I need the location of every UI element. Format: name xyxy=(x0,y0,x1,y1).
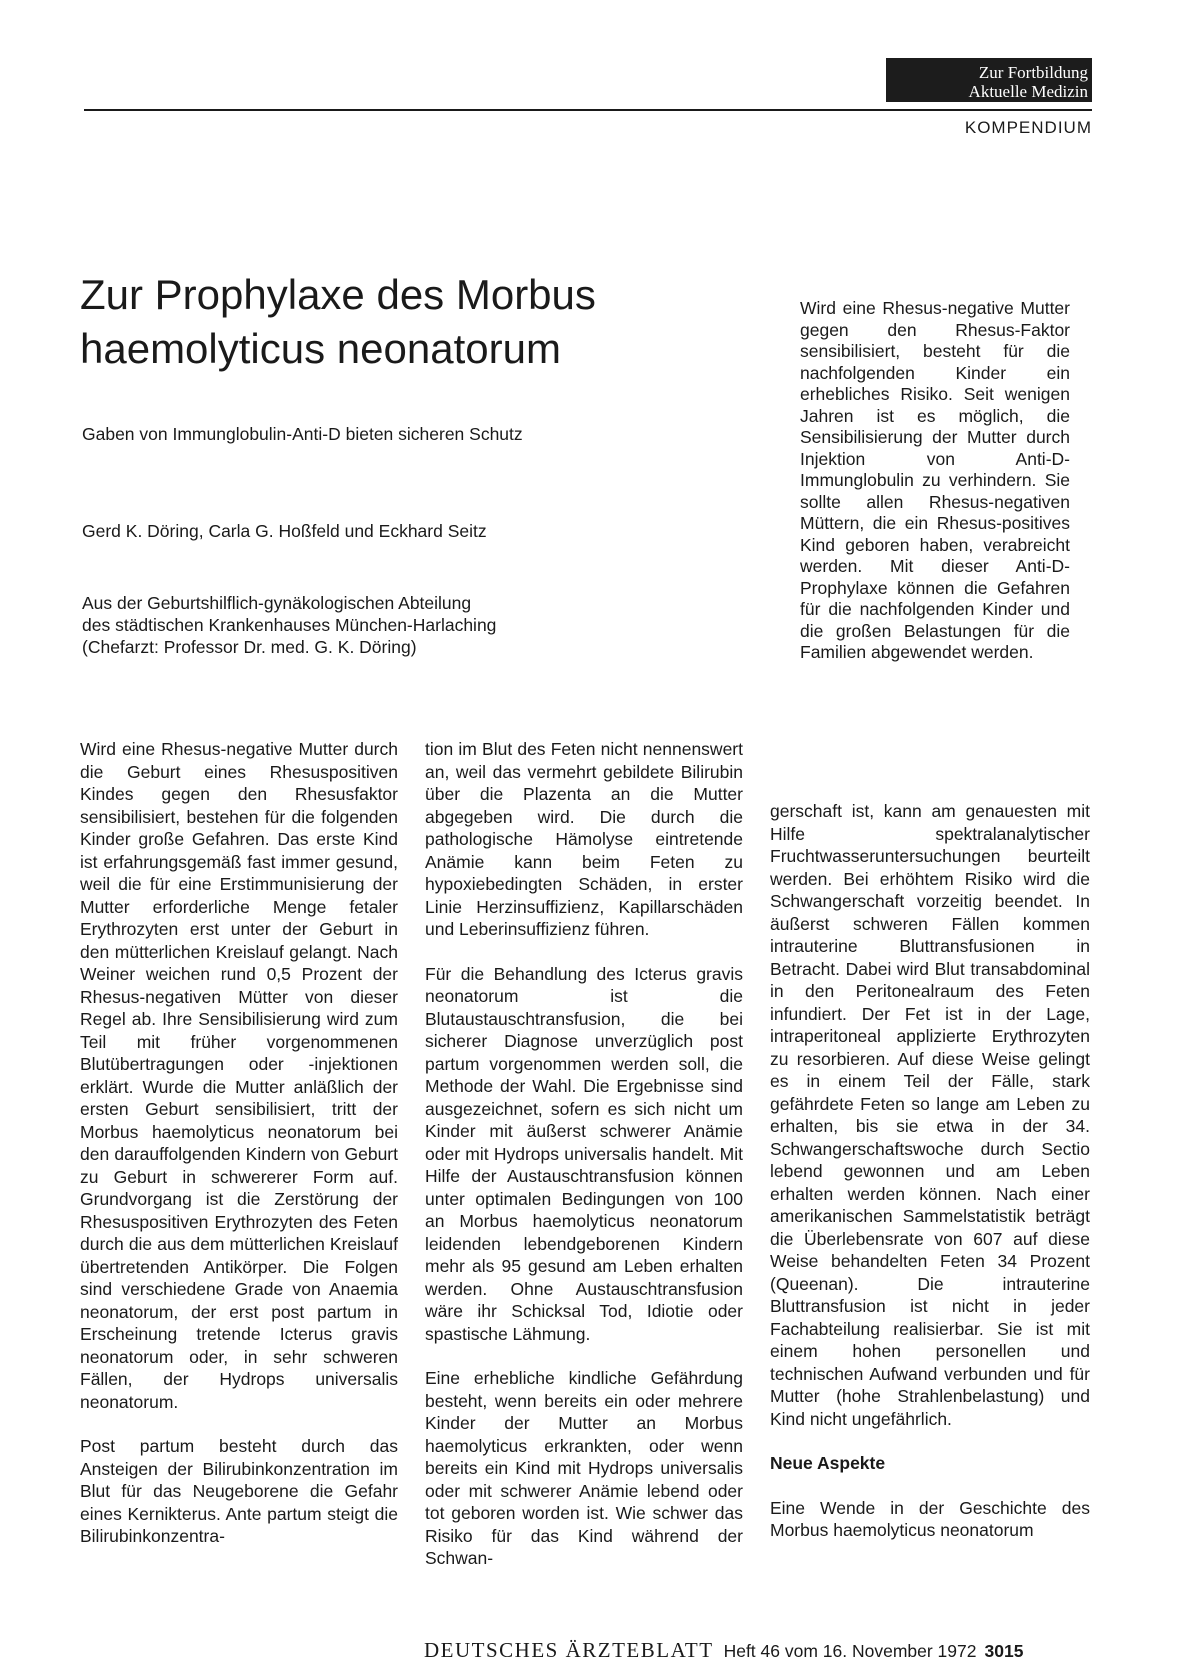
issue-info: Heft 46 vom 16. November 1972 xyxy=(723,1641,977,1661)
title-line-2: haemolyticus neonatorum xyxy=(80,325,561,372)
body-paragraph: Für die Behandlung des Icterus gravis neonatorum ist die Blutaustauschtransfusion, die bei sicherer Diagnose unverzüglich post partum vorgenommen werden soll, die Methode der Wahl. Die Ergebnisse sind ausgezeichnet, sofern es sich nicht um Kinder mit äußerst schwerer Anämie oder mit Hydrops universalis handelt. Mit Hilfe der Austauschtransfusion können unter optimalen Bedingungen von 100 an Morbus haemolyticus neonatorum leidenden lebendgeborenen Kindern mehr als 95 gesund am Leben erhalten werden. Ohne Austauschtransfusion wäre ihr Schicksal Tod, Idiotie oder spastische Lähmung. xyxy=(425,963,743,1344)
body-paragraph: tion im Blut des Feten nicht nennenswert an, weil das vermehrt gebildete Bilirubin über die Plazenta an die Mutter abgegeben wird. Die durch die pathologische Hämolyse eintretende Anämie kann beim Feten zu hypoxiebedingten Schäden, in erster Linie Herzinsuffizienz, Kapillarschäden und Leberinsuffizienz führen. xyxy=(425,739,743,939)
header-rule xyxy=(84,109,1092,111)
affiliation-line-2: des städtischen Krankenhauses München-Harlaching xyxy=(82,615,497,635)
article-summary: Wird eine Rhesus-negative Mutter gegen den Rhesus-Faktor sensibilisiert, besteht für die nachfolgenden Kinder ein erhebliches Risiko. Seit wenigen Jahren ist es möglich, die Sensibilisierung der Mutter durch Injektion von Anti-D-Immunglobulin zu verhindern. Sie sollte allen Rhesus-negativen Müttern, die ein Rhesus-positives Kind geboren haben, verabreicht werden. Mit dieser Anti-D-Prophylaxe können die Gefahren für die nachfolgenden Kinder und die großen Belastungen für die Familien abgewendet werden. xyxy=(800,298,1070,662)
affiliation-line-3: (Chefarzt: Professor Dr. med. G. K. Döring) xyxy=(82,637,417,657)
body-column-2 xyxy=(425,738,743,1592)
journal-name: DEUTSCHES ÄRZTEBLATT xyxy=(424,1638,714,1662)
page-number: 3015 xyxy=(984,1641,1024,1661)
page-footer xyxy=(424,1638,1094,1668)
category-label: KOMPENDIUM xyxy=(964,118,1092,137)
article-authors: Gerd K. Döring, Carla G. Hoßfeld und Eckhard Seitz xyxy=(82,521,487,541)
body-paragraph: Post partum besteht durch das Ansteigen der Bilirubinkonzentration im Blut für das Neugeborene die Gefahr eines Kernikterus. Ante partum steigt die Bilirubinkonzentra- xyxy=(80,1436,398,1546)
body-paragraph: Eine erhebliche kindliche Gefährdung besteht, wenn bereits ein oder mehrere Kinder der Mutter an Morbus haemolyticus erkrankten, oder wenn bereits ein Kind mit Hydrops universalis oder mit schwerer Anämie lebend oder tot geboren worden ist. Wie schwer das Risiko für das Kind während der Schwan- xyxy=(425,1368,743,1568)
article-subtitle: Gaben von Immunglobulin-Anti-D bieten sicheren Schutz xyxy=(82,424,523,444)
body-paragraph: Wird eine Rhesus-negative Mutter durch die Geburt eines Rhesuspositiven Kindes gegen den Rhesusfaktor sensibilisiert, bestehen für die folgenden Kinder große Gefahren. Das erste Kind ist erfahrungsgemäß fast immer gesund, weil die für eine Erstimmunisierung der Mutter erforderliche Menge fetaler Erythrozyten erst unter der Geburt in den mütterlichen Kreislauf gelangt. Nach Weiner weichen rund 0,5 Prozent der Rhesus-negativen Mütter von dieser Regel ab. Ihre Sensibilisierung wird zum Teil mit früher vorgenommenen Blutübertragungen oder -injektionen erklärt. Wurde die Mutter anläßlich der ersten Geburt sensibilisiert, tritt der Morbus haemolyticus neonatorum bei den darauffolgenden Kindern von Geburt zu Geburt in schwererer Form auf. Grundvorgang ist die Zerstörung der Rhesuspositiven Erythrozyten des Feten durch die aus dem mütterlichen Kreislauf übertretenden Antikörper. Die Folgen sind verschiedene Grade von Anaemia neonatorum, der erst post partum in Erscheinung tretende Icterus gravis neonatorum oder, in sehr schweren Fällen, der Hydrops universalis neonatorum. xyxy=(80,739,398,1412)
body-paragraph: gerschaft ist, kann am genauesten mit Hilfe spektralanalytischer Fruchtwasseruntersuchungen beurteilt werden. Bei erhöhtem Risiko wird die Schwangerschaft vorzeitig beendet. In äußerst schweren Fällen kommen intrauterine Bluttransfusionen in Betracht. Dabei wird Blut transabdominal in den Peritonealraum des Feten infundiert. Der Fet ist in der Lage, intraperitoneal applizierte Erythrozyten zu resorbieren. Auf diese Weise gelingt es in einem Teil der Fälle, stark gefährdete Feten so lange am Leben zu erhalten, bis sie etwa in der 34. Schwangerschaftswoche durch Sectio lebend gewonnen und am Leben erhalten werden können. Nach einer amerikanischen Sammelstatistik beträgt die Überlebensrate von 607 auf diese Weise behandelten Feten 34 Prozent (Queenan). Die intrauterine Bluttransfusion ist nicht in jeder Fachabteilung realisierbar. Sie ist mit einem hohen personellen und technischen Aufwand verbunden und für Mutter (hohe Strahlenbelastung) und Kind nicht ungefährlich. xyxy=(770,801,1090,1429)
title-line-1: Zur Prophylaxe des Morbus xyxy=(80,271,596,318)
body-paragraph: Eine Wende in der Geschichte des Morbus haemolyticus neonatorum xyxy=(770,1497,1090,1540)
section-label-box xyxy=(886,58,1092,102)
affiliation-line-1: Aus der Geburtshilflich-gynäkologischen Abteilung xyxy=(82,593,472,613)
section-label-line2: Aktuelle Medizin xyxy=(968,82,1088,101)
section-label-line1: Zur Fortbildung xyxy=(978,63,1088,82)
body-column-1 xyxy=(80,738,398,1570)
section-heading: Neue Aspekte xyxy=(770,1453,886,1473)
author-affiliation xyxy=(82,592,642,658)
article-title xyxy=(80,268,700,376)
body-column-3 xyxy=(770,800,1090,1564)
